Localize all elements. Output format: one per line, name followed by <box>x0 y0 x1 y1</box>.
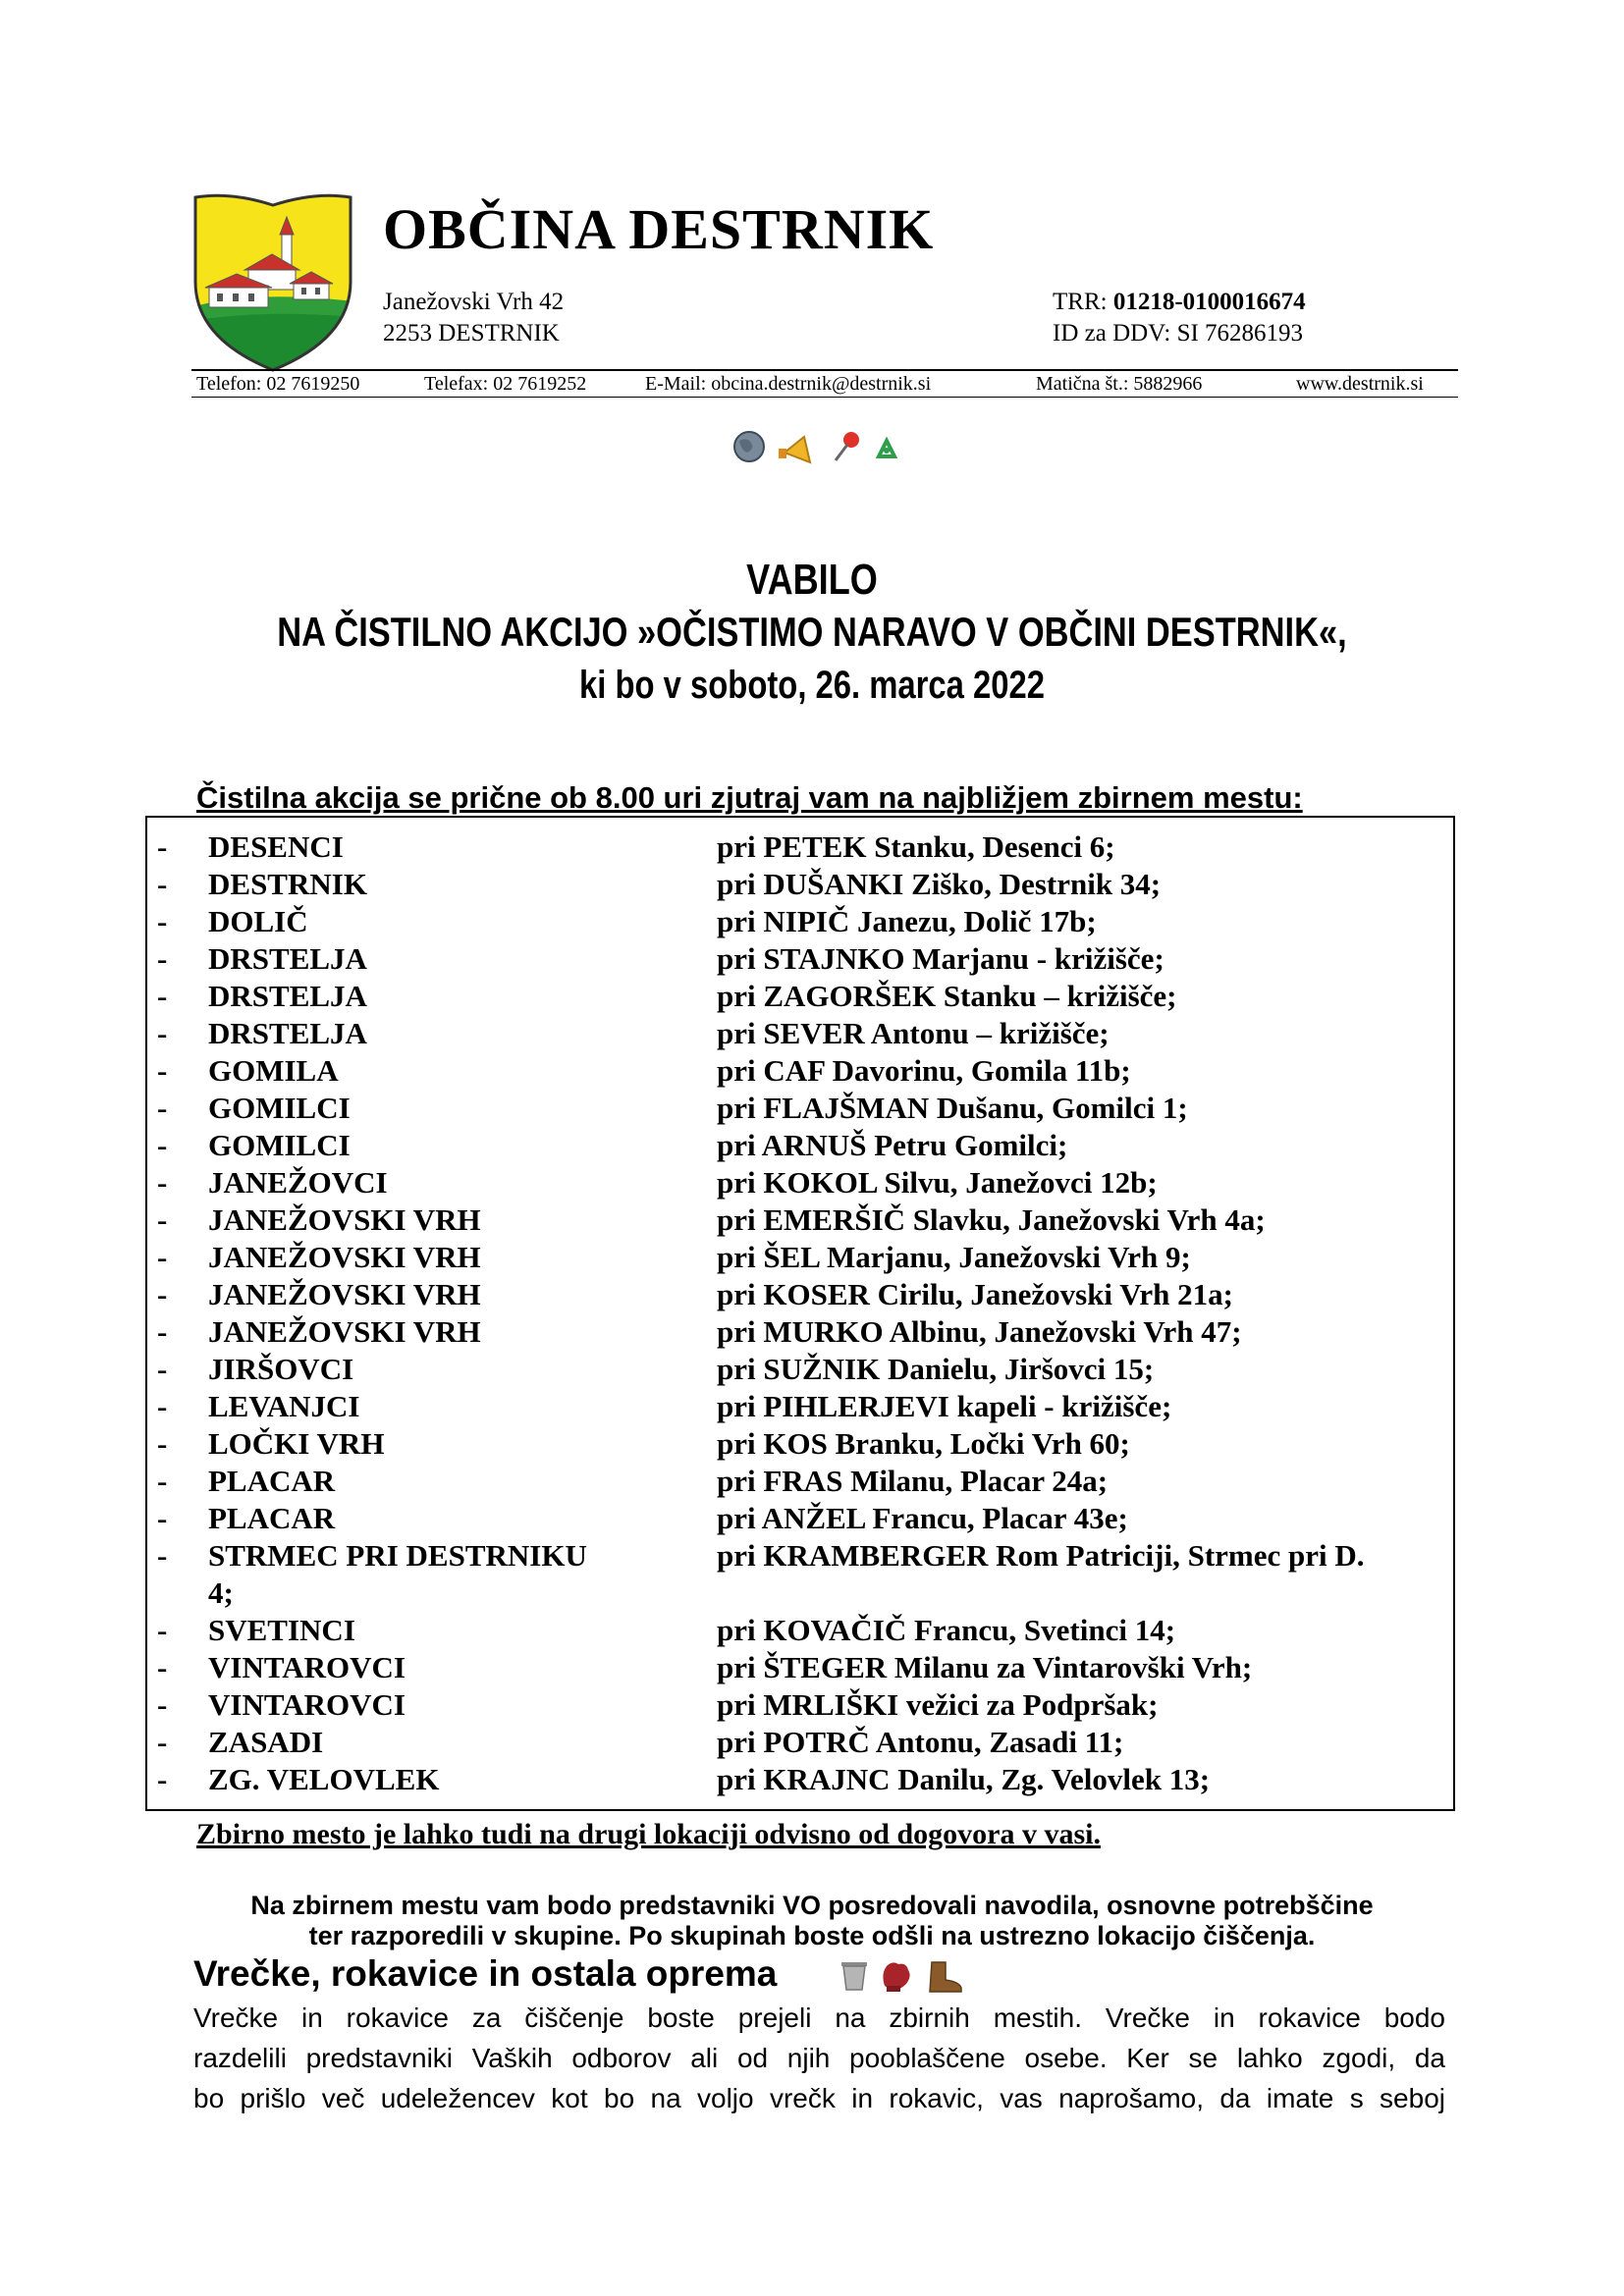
list-item <box>147 1650 1453 1687</box>
invitation-subtitle: NA ČISTILNO AKCIJO »OČISTIMO NARAVO V OBČINI DESTRNIK«, <box>277 609 1347 655</box>
start-time-note: Čistilna akcija se prične ob 8.00 uri zjutraj vam na najbližjem zbirnem mestu: <box>196 780 1303 815</box>
equipment-paragraph-line: razdelili predstavniki Vaških odborov ali od njih pooblaščene osebe. Ker se lahko zgodi, da <box>193 2043 1445 2073</box>
list-item <box>147 1389 1453 1426</box>
municipality-crest-icon <box>191 191 354 374</box>
bullet-dash: - <box>157 1053 168 1088</box>
location-host: pri PETEK Stanku, Desenci 6; <box>717 829 1115 864</box>
location-host: pri KOSER Cirilu, Janežovski Vrh 21a; <box>717 1277 1233 1311</box>
location-host: pri KOVAČIČ Francu, Svetinci 14; <box>717 1613 1176 1647</box>
trr-label: TRR: <box>1053 289 1113 315</box>
location-host: pri MURKO Albinu, Janežovski Vrh 47; <box>717 1314 1242 1349</box>
bullet-dash: - <box>157 1538 168 1573</box>
location-place: DRSTELJA <box>208 1016 367 1050</box>
bullet-dash: - <box>157 1277 168 1311</box>
list-item <box>147 1314 1453 1352</box>
bullet-dash: - <box>157 1091 168 1125</box>
list-item <box>147 1613 1453 1650</box>
bullet-dash: - <box>157 1725 168 1759</box>
bullet-dash: - <box>157 941 168 976</box>
location-place: JANEŽOVSKI VRH <box>208 1240 481 1274</box>
list-item <box>147 1240 1453 1277</box>
list-item <box>147 867 1453 904</box>
location-place: ZASADI <box>208 1725 324 1759</box>
address-line-postal: 2253 DESTRNIK <box>383 320 560 347</box>
list-item <box>147 1128 1453 1165</box>
location-place: DOLIČ <box>208 904 308 938</box>
location-place: JANEŽOVSKI VRH <box>208 1202 481 1237</box>
bullet-dash: - <box>157 1613 168 1647</box>
bullet-dash: - <box>157 1240 168 1274</box>
bullet-dash: - <box>157 1352 168 1386</box>
list-item <box>147 1202 1453 1240</box>
equipment-paragraph-line: Vrečke in rokavice za čiščenje boste prejeli na zbirnih mestih. Vrečke in rokavice bodo <box>193 2002 1445 2033</box>
location-host: pri PIHLERJEVI kapeli - križišče; <box>717 1389 1172 1423</box>
header-divider-bottom <box>191 397 1458 398</box>
bank-account <box>1053 289 1306 316</box>
bullet-dash: - <box>157 979 168 1013</box>
location-place: GOMILA <box>208 1053 339 1088</box>
list-item <box>147 1538 1453 1575</box>
list-item <box>147 1725 1453 1762</box>
location-host: pri STAJNKO Marjanu - križišče; <box>717 941 1164 976</box>
bullet-dash: - <box>157 1202 168 1237</box>
location-place: PLACAR <box>208 1464 336 1498</box>
equipment-paragraph-line: bo prišlo več udeležencev kot bo na voljo vrečk in rokavic, vas naprošamo, da imate s seboj <box>193 2083 1445 2113</box>
contact-email[interactable]: E-Mail: obcina.destrnik@destrnik.si <box>645 373 932 395</box>
trr-value: 01218-0100016674 <box>1112 289 1306 315</box>
contact-phone: Telefon: 02 7619250 <box>196 373 360 395</box>
invitation-date: ki bo v soboto, 26. marca 2022 <box>579 664 1045 707</box>
list-item <box>147 979 1453 1016</box>
list-item <box>147 1277 1453 1314</box>
location-host: pri ŠTEGER Milanu za Vintarovški Vrh; <box>717 1650 1253 1684</box>
meeting-note-line: Na zbirnem mestu vam bodo predstavniki VO posredovali navodila, osnovne potrebščine <box>250 1891 1374 1920</box>
location-place: VINTAROVCI <box>208 1687 406 1722</box>
location-place: VINTAROVCI <box>208 1650 406 1684</box>
location-place: JANEŽOVSKI VRH <box>208 1277 481 1311</box>
contact-row <box>196 373 1448 399</box>
location-place: ZG. VELOVLEK <box>208 1762 440 1796</box>
location-place: GOMILCI <box>208 1091 351 1125</box>
bullet-dash: - <box>157 1426 168 1461</box>
location-host: pri FRAS Milanu, Placar 24a; <box>717 1464 1109 1498</box>
equipment-icon-row <box>838 1956 965 1994</box>
location-place: DRSTELJA <box>208 941 367 976</box>
location-place: DRSTELJA <box>208 979 367 1013</box>
list-item <box>147 1053 1453 1091</box>
bullet-dash: - <box>157 1389 168 1423</box>
location-host: pri CAF Davorinu, Gomila 11b; <box>717 1053 1131 1088</box>
bullet-dash: - <box>157 1464 168 1498</box>
invitation-title: VABILO <box>746 556 878 604</box>
list-item <box>147 1426 1453 1464</box>
location-host-continuation: 4; <box>208 1575 234 1610</box>
address-line-street: Janežovski Vrh 42 <box>383 289 565 315</box>
location-place: PLACAR <box>208 1501 336 1535</box>
location-place: JANEŽOVCI <box>208 1165 388 1200</box>
megaphone-icon <box>779 437 810 462</box>
bullet-dash: - <box>157 1165 168 1200</box>
location-host: pri ŠEL Marjanu, Janežovski Vrh 9; <box>717 1240 1191 1274</box>
bullet-dash: - <box>157 867 168 901</box>
location-place: LEVANJCI <box>208 1389 360 1423</box>
location-host: pri MRLIŠKI vežici za Podpršak; <box>717 1687 1159 1722</box>
location-host: pri KRAMBERGER Rom Patriciji, Strmec pri D. <box>717 1538 1365 1573</box>
location-host: pri ARNUŠ Petru Gomilci; <box>717 1128 1068 1162</box>
bullet-dash: - <box>157 1314 168 1349</box>
contact-website[interactable]: www.destrnik.si <box>1296 373 1424 395</box>
list-item <box>147 941 1453 979</box>
contact-fax: Telefax: 02 7619252 <box>424 373 587 395</box>
list-item <box>147 1687 1453 1725</box>
bullet-dash: - <box>157 1650 168 1684</box>
location-place: DESENCI <box>208 829 344 864</box>
list-item <box>147 1762 1453 1799</box>
bullet-dash: - <box>157 1687 168 1722</box>
bullet-dash: - <box>157 1016 168 1050</box>
equipment-heading: Vrečke, rokavice in ostala oprema <box>193 1953 778 1994</box>
list-item <box>147 1352 1453 1389</box>
glove-icon <box>883 1962 909 1992</box>
list-item <box>147 1091 1453 1128</box>
location-host: pri ANŽEL Francu, Placar 43e; <box>717 1501 1128 1535</box>
list-item <box>147 1464 1453 1501</box>
earth-icon <box>734 432 764 461</box>
boot-icon <box>930 1962 961 1992</box>
location-place: STRMEC PRI DESTRNIKU <box>208 1538 587 1573</box>
bullet-dash: - <box>157 1762 168 1796</box>
bullet-dash: - <box>157 1128 168 1162</box>
location-host: pri KOS Branku, Ločki Vrh 60; <box>717 1426 1130 1461</box>
list-item <box>147 1501 1453 1538</box>
trash-can-icon <box>841 1962 867 1990</box>
location-host: pri EMERŠIČ Slavku, Janežovski Vrh 4a; <box>717 1202 1266 1237</box>
location-host: pri SEVER Antonu – križišče; <box>717 1016 1110 1050</box>
location-host: pri ZAGORŠEK Stanku – križišče; <box>717 979 1177 1013</box>
bullet-dash: - <box>157 904 168 938</box>
list-item <box>147 1016 1453 1053</box>
location-host: pri KOKOL Silvu, Janežovci 12b; <box>717 1165 1158 1200</box>
contact-registration: Matična št.: 5882966 <box>1036 373 1203 395</box>
list-item <box>147 829 1453 867</box>
location-place: LOČKI VRH <box>208 1426 385 1461</box>
location-place: GOMILCI <box>208 1128 351 1162</box>
location-host: pri NIPIČ Janezu, Dolič 17b; <box>717 904 1097 938</box>
location-host: pri DUŠANKI Ziško, Destrnik 34; <box>717 867 1162 901</box>
location-host: pri KRAJNC Danilu, Zg. Velovlek 13; <box>717 1762 1211 1796</box>
alternative-location-note: Zbirno mesto je lahko tudi na drugi lokaciji odvisno od dogovora v vasi. <box>196 1818 1101 1850</box>
location-host: pri POTRČ Antonu, Zasadi 11; <box>717 1725 1124 1759</box>
decor-icon-row <box>731 427 908 466</box>
header-divider <box>191 369 1458 371</box>
locations-table <box>145 816 1455 1811</box>
meeting-note-line: ter razporedili v skupine. Po skupinah boste odšli na ustrezno lokacijo čiščenja. <box>308 1921 1316 1950</box>
org-name: OBČINA DESTRNIK <box>383 197 935 261</box>
bullet-dash: - <box>157 1501 168 1535</box>
location-place: SVETINCI <box>208 1613 355 1647</box>
bullet-dash: - <box>157 829 168 864</box>
location-place: JANEŽOVSKI VRH <box>208 1314 481 1349</box>
recycle-icon <box>879 441 894 456</box>
location-host: pri SUŽNIK Danielu, Jiršovci 15; <box>717 1352 1155 1386</box>
location-place: DESTRNIK <box>208 867 367 901</box>
location-place: JIRŠOVCI <box>208 1352 354 1386</box>
pushpin-icon <box>836 432 859 460</box>
list-item <box>147 1165 1453 1202</box>
location-host: pri FLAJŠMAN Dušanu, Gomilci 1; <box>717 1091 1188 1125</box>
list-item <box>147 904 1453 941</box>
vat-id: ID za DDV: SI 76286193 <box>1053 320 1304 347</box>
